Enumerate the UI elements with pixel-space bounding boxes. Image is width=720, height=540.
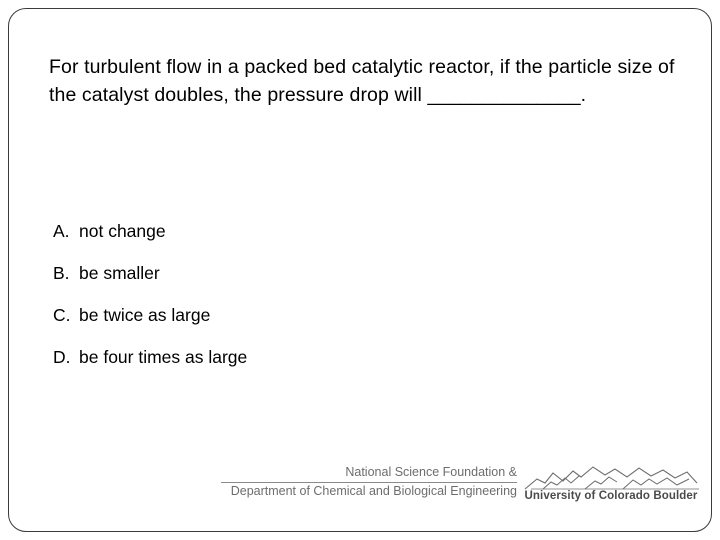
footer-divider xyxy=(221,482,517,483)
choice-letter: D. xyxy=(53,347,71,367)
choice-text: be four times as large xyxy=(79,347,248,367)
list-item[interactable] xyxy=(53,263,653,284)
list-item[interactable] xyxy=(53,347,653,368)
list-item[interactable] xyxy=(53,305,653,326)
choice-letter: A. xyxy=(53,221,70,241)
choice-text: be smaller xyxy=(79,263,160,283)
choice-text: be twice as large xyxy=(79,305,211,325)
choice-letter: C. xyxy=(53,305,71,325)
slide-frame xyxy=(8,8,712,532)
choice-text: not change xyxy=(79,221,166,241)
slide-footer xyxy=(230,463,699,513)
choice-letter: B. xyxy=(53,263,70,283)
footer-line-1: National Science Foundation & xyxy=(345,465,517,479)
question-text: For turbulent flow in a packed bed catalytic reactor, if the particle size of the catalyst doubles, the pressure drop will ______________. xyxy=(49,56,675,107)
university-logo xyxy=(523,463,699,509)
university-logo-text: University of Colorado Boulder xyxy=(524,490,698,502)
list-item[interactable] xyxy=(53,221,653,242)
answer-choices-list xyxy=(53,221,653,389)
footer-line-2: Department of Chemical and Biological Engineering xyxy=(230,484,517,498)
mountain-range-icon xyxy=(523,463,699,491)
